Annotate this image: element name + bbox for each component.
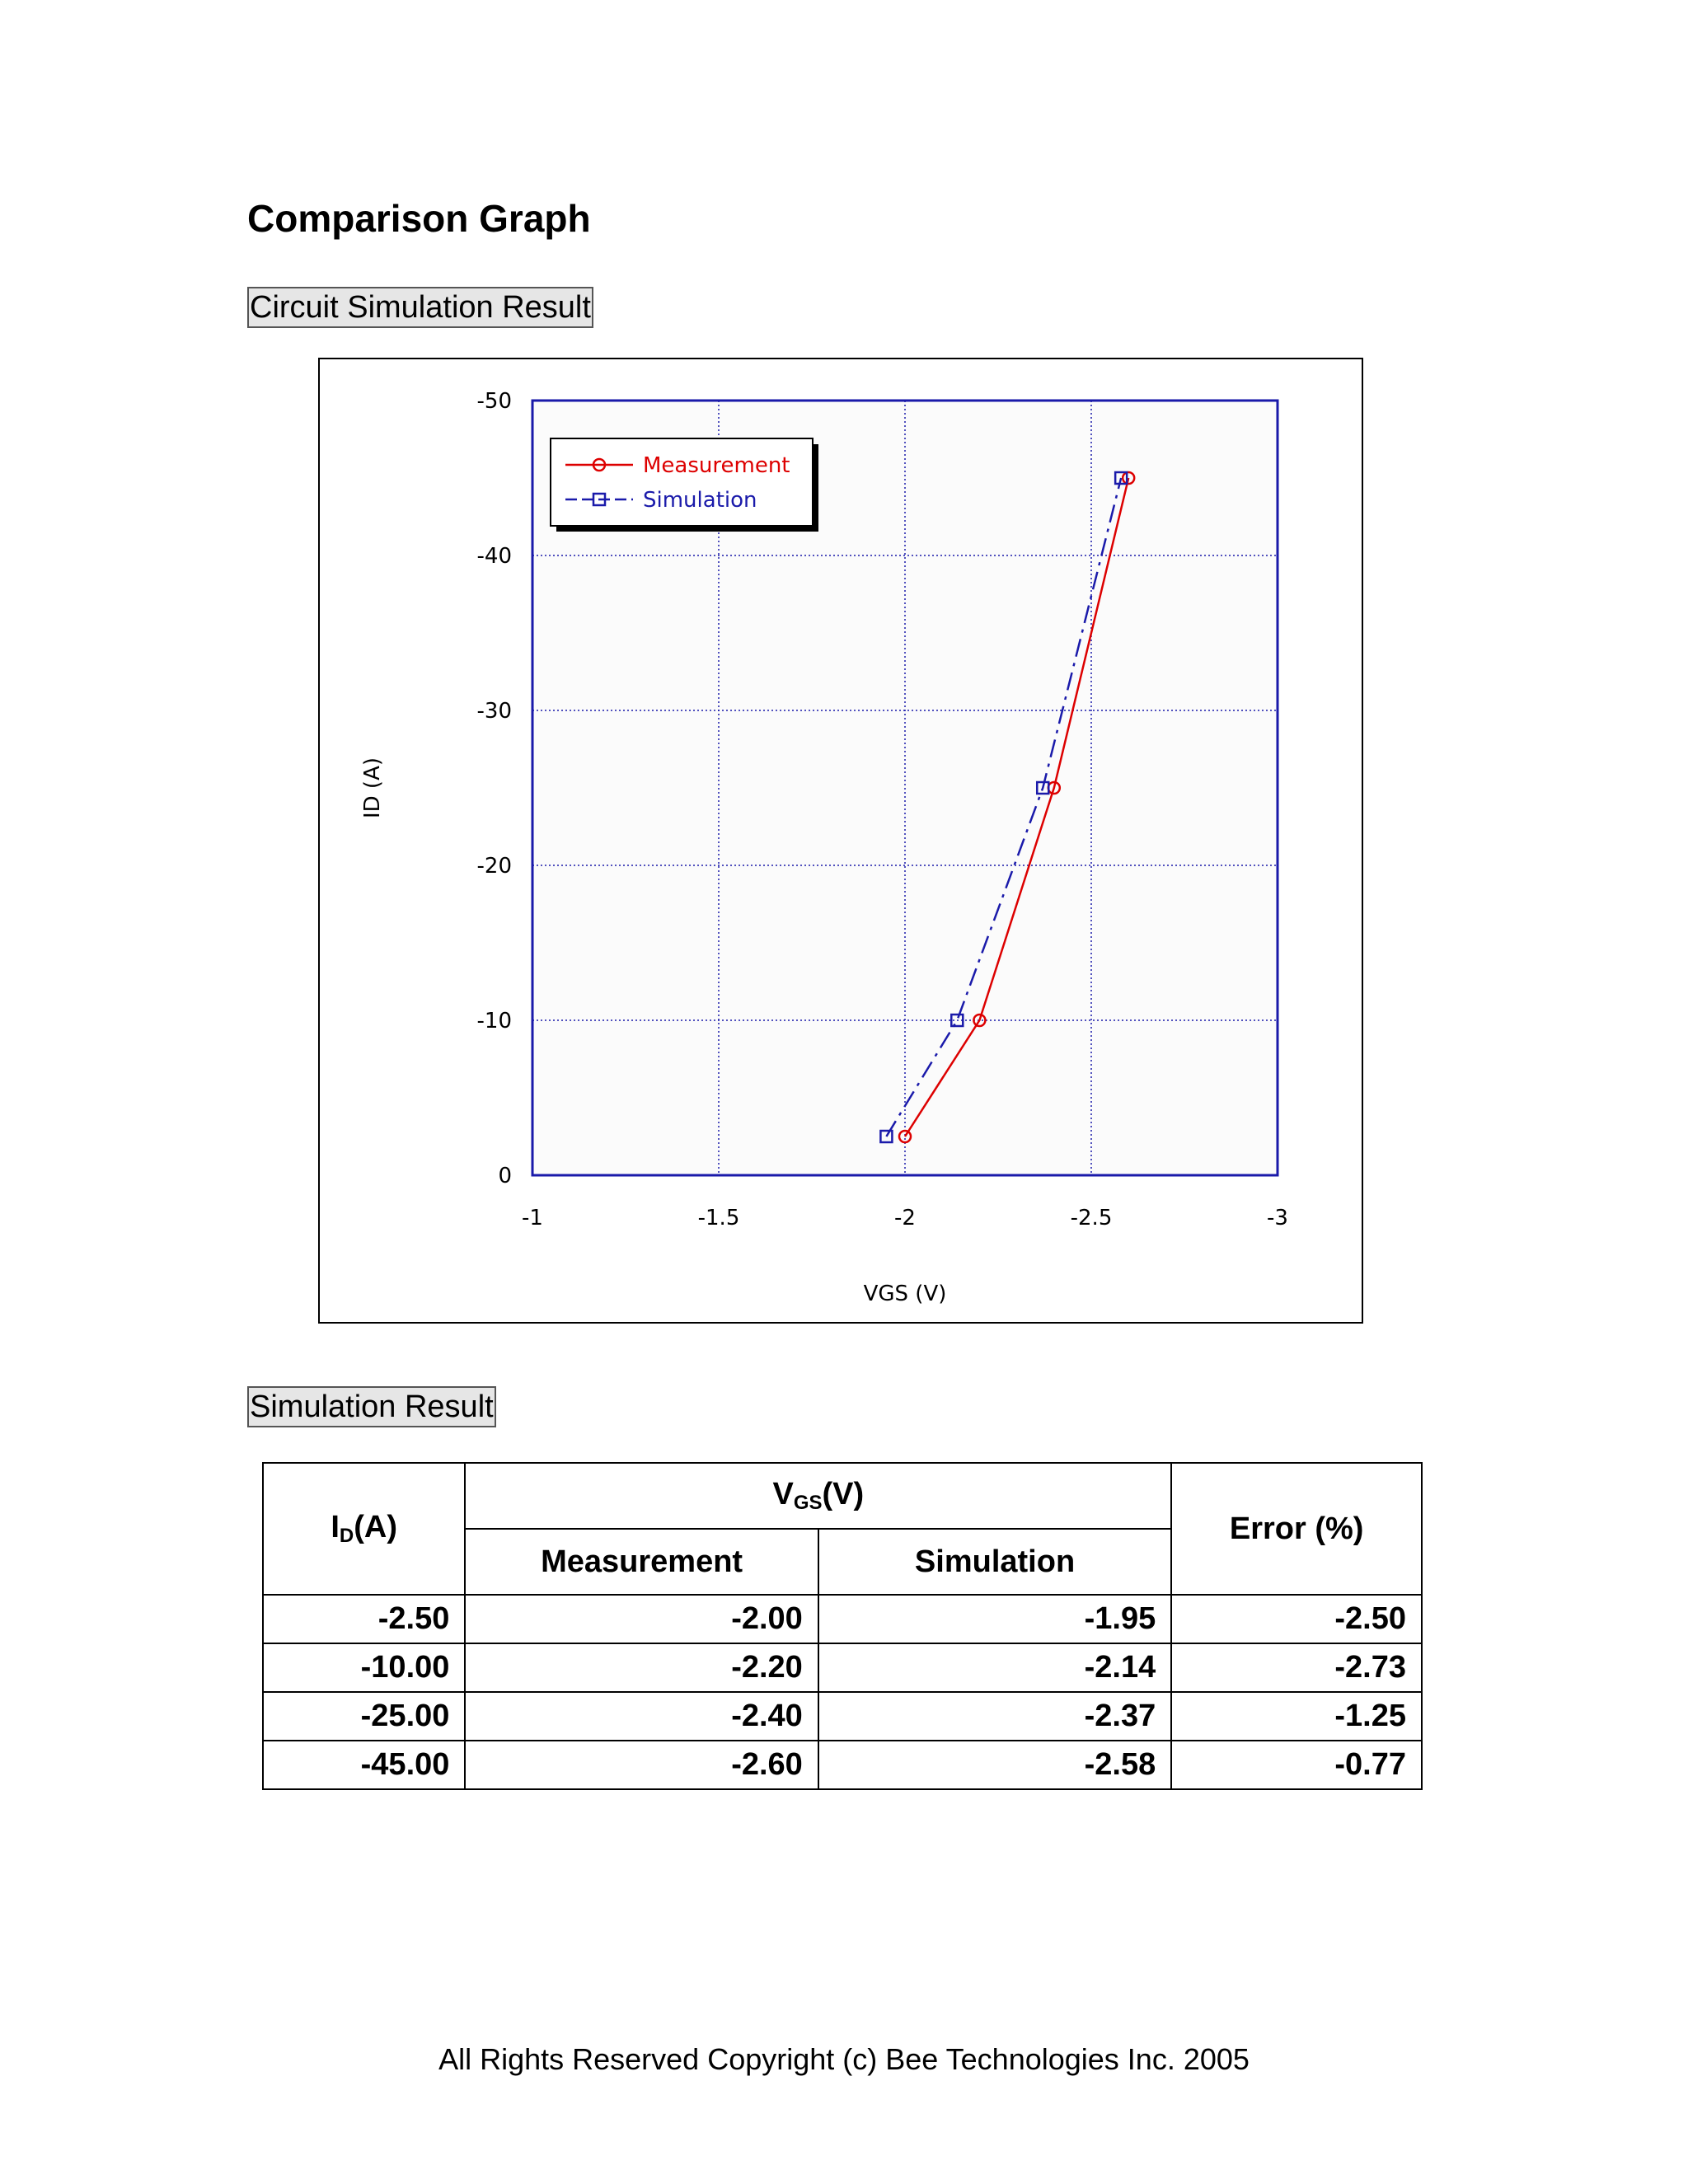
x-tick-label: -2 (894, 1206, 916, 1230)
header-vgs: $V_{GS}(V)$ (465, 1463, 1171, 1529)
cell-measurement: -2.20 (465, 1643, 818, 1692)
legend-label: Measurement (643, 453, 790, 478)
results-table (262, 1462, 1423, 1790)
y-tick-label: -20 (476, 854, 512, 879)
y-tick-label: -30 (476, 699, 512, 724)
table-row (263, 1643, 1422, 1692)
y-tick-label: -40 (476, 544, 512, 569)
cell-error: -2.73 (1171, 1643, 1422, 1692)
table-header-row (263, 1463, 1422, 1529)
x-tick-label: -2.5 (1070, 1206, 1113, 1230)
cell-id: -25.00 (263, 1692, 465, 1741)
cell-error: -0.77 (1171, 1741, 1422, 1789)
header-id: $I_D(A)$ (263, 1463, 465, 1595)
table-row (263, 1741, 1422, 1789)
y-tick-label: 0 (498, 1164, 512, 1188)
cell-measurement: -2.40 (465, 1692, 818, 1741)
cell-simulation: -2.37 (818, 1692, 1171, 1741)
cell-id: -45.00 (263, 1741, 465, 1789)
header-simulation: Simulation (818, 1529, 1171, 1595)
legend-label: Simulation (643, 488, 757, 513)
chart-frame (318, 358, 1363, 1324)
simulation-result-caption: Simulation Result (247, 1386, 496, 1427)
cell-id: -10.00 (263, 1643, 465, 1692)
comparison-chart (320, 359, 1362, 1322)
cell-error: -2.50 (1171, 1595, 1422, 1643)
header-error: Error (%) (1171, 1463, 1422, 1595)
y-tick-label: -10 (476, 1009, 512, 1033)
y-axis-label: ID (A) (360, 757, 385, 819)
legend (551, 438, 813, 526)
header-measurement: Measurement (465, 1529, 818, 1595)
cell-id: -2.50 (263, 1595, 465, 1643)
circuit-simulation-caption: Circuit Simulation Result (247, 287, 593, 328)
cell-error: -1.25 (1171, 1692, 1422, 1741)
table-row (263, 1595, 1422, 1643)
footer-copyright: All Rights Reserved Copyright (c) Bee Technologies Inc. 2005 (438, 2042, 1250, 2076)
cell-simulation: -2.58 (818, 1741, 1171, 1789)
x-tick-label: -3 (1267, 1206, 1288, 1230)
cell-measurement: -2.00 (465, 1595, 818, 1643)
table-row (263, 1692, 1422, 1741)
x-tick-label: -1 (522, 1206, 543, 1230)
cell-measurement: -2.60 (465, 1741, 818, 1789)
x-axis-label: VGS (V) (863, 1282, 947, 1306)
cell-simulation: -2.14 (818, 1643, 1171, 1692)
x-tick-label: -1.5 (697, 1206, 740, 1230)
y-tick-label: -50 (476, 389, 512, 414)
cell-simulation: -1.95 (818, 1595, 1171, 1643)
page-title: Comparison Graph (247, 197, 591, 240)
